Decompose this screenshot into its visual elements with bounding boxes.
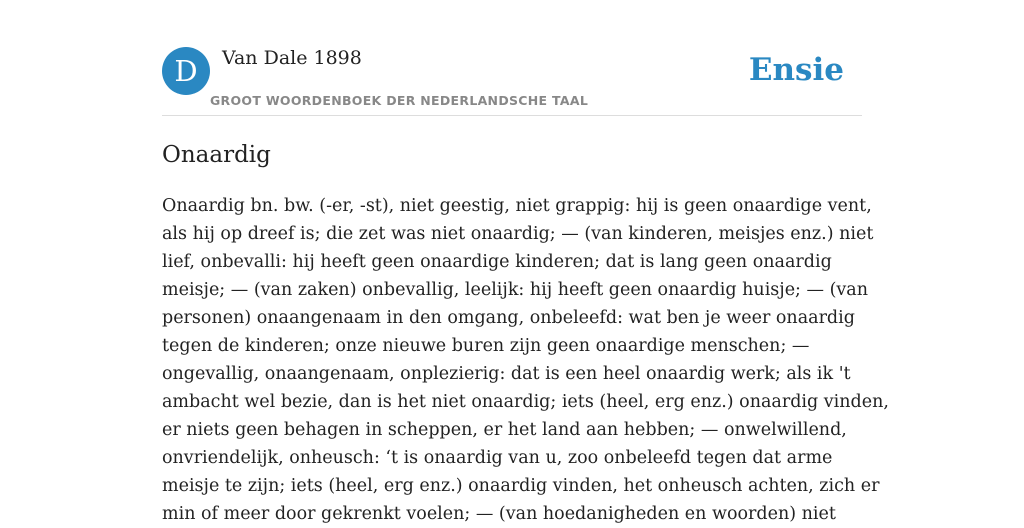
definition-line: ongevallig, onaangenaam, onplezierig: dat is een heel onaardig werk; als ik 't bbox=[162, 364, 851, 384]
dictionary-source-subtitle: GROOT WOORDENBOEK DER NEDERLANDSCHE TAAL bbox=[210, 93, 589, 108]
ensie-brand-logo[interactable]: Ensie bbox=[748, 52, 844, 88]
definition-line: als hij op dreef is; die zet was niet onaardig; — (van kinderen, meisjes enz.) niet bbox=[162, 224, 874, 244]
definition-line: lief, onbevalli: hij heeft geen onaardige kinderen; dat is lang geen onaardig bbox=[162, 252, 832, 272]
definition-line: min of meer door gekrenkt voelen; — (van hoedanigheden en woorden) niet bbox=[162, 504, 836, 524]
dictionary-logo-avatar[interactable]: D bbox=[162, 47, 210, 95]
definition-line: meisje te zijn; iets (heel, erg enz.) onaardig vinden, het onheusch achten, zich er bbox=[162, 476, 880, 496]
definition-line: er niets geen behagen in scheppen, er het land aan hebben; — onwelwillend, bbox=[162, 420, 847, 440]
definition-line: personen) onaangenaam in den omgang, onbeleefd: wat ben je weer onaardig bbox=[162, 308, 855, 328]
definition-line: onvriendelijk, onheusch: ‘t is onaardig van u, zoo onbeleefd tegen dat arme bbox=[162, 448, 833, 468]
entry-headword: Onaardig bbox=[162, 142, 271, 168]
definition-line: Onaardig bn. bw. (-er, -st), niet geestig, niet grappig: hij is geen onaardige vent, bbox=[162, 196, 872, 216]
definition-line: meisje; — (van zaken) onbevallig, leelijk: hij heeft geen onaardig huisje; — (van bbox=[162, 280, 868, 300]
definition-line: tegen de kinderen; onze nieuwe buren zijn geen onaardige menschen; — bbox=[162, 336, 810, 356]
dictionary-header bbox=[162, 46, 862, 116]
dictionary-source-title[interactable]: Van Dale 1898 bbox=[222, 47, 362, 69]
definition-line: ambacht wel bezie, dan is het niet onaardig; iets (heel, erg enz.) onaardig vinden, bbox=[162, 392, 889, 412]
entry-definition bbox=[162, 192, 889, 528]
